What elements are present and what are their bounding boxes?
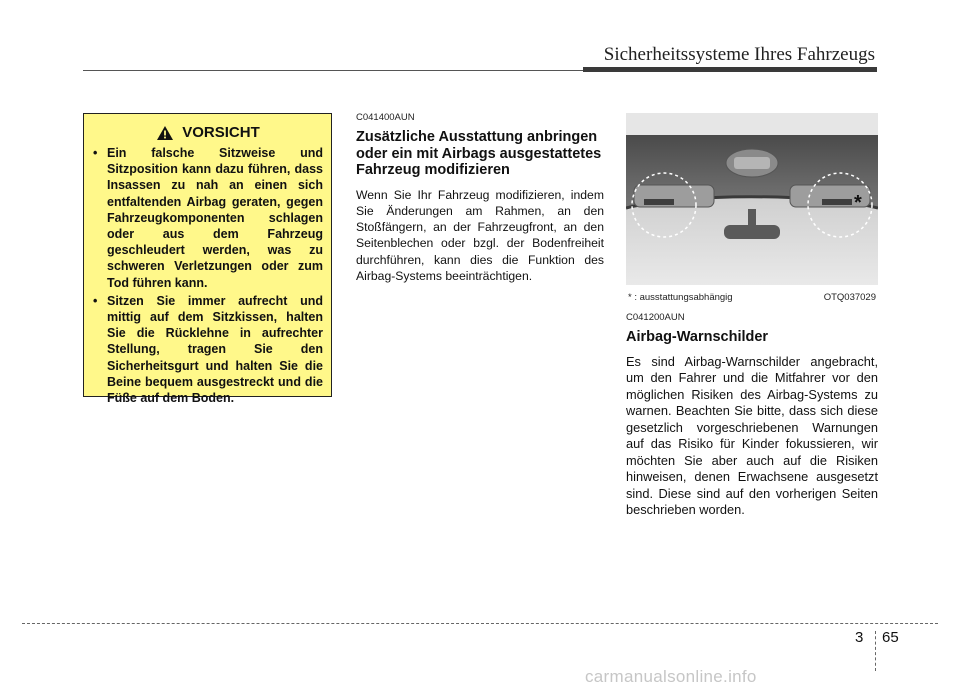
caution-list [93,145,323,406]
section-airbag-warning-labels [626,312,878,519]
warning-triangle-icon [156,125,174,141]
section-code: C041200AUN [626,312,685,323]
caution-item-text: Sitzen Sie immer aufrecht und mittig auf dem Sitzkissen, halten Sie die Rücklehne in aufrechter Stellung, tragen Sie den Sicherheitsgurt und halten Sie die Beine bequem ausgestreckt und die Füße auf dem Boden. [107,293,323,406]
section-code: C041400AUN [356,112,415,123]
header-rule-thick [583,67,877,72]
figure-code: OTQ037029 [823,292,876,303]
caution-heading-text: VORSICHT [182,124,260,141]
figure-caption-note: * : ausstattungsabhängig [628,292,733,303]
caution-heading [93,124,323,141]
figure-asterisk: * [854,192,862,214]
bullet: • [93,146,98,160]
figure-caption [626,292,878,303]
page-number: 65 [882,629,899,646]
footer-divider [875,631,876,671]
figure-airbag-labels [626,113,878,310]
caution-item [93,293,323,406]
header-rule-thin [83,70,583,71]
section-modifications [356,112,604,284]
section-title: Airbag-Warnschilder [626,329,769,345]
chapter-number: 3 [855,629,864,646]
caution-item [93,145,323,291]
section-body: Wenn Sie Ihr Fahrzeug modifizieren, indem Sie Änderungen am Rahmen, an den Stoßfängern, an der Fahrzeugfront, an den Seitenblechen oder bzgl. der Bodenfreiheit durchführen, kann dies die Funktion des Airbag-Systems beeinträchtigen. [356,187,604,283]
section-title: Zusätzliche Ausstattung anbringen oder ein mit Airbags ausgestattetes Fahrzeug modifizieren [356,129,602,178]
page-header-title: Sicherheitssysteme Ihres Fahrzeugs [603,44,875,65]
car-interior-photo [626,113,878,285]
footer-dashed-rule [22,623,938,624]
bullet: • [93,293,98,308]
section-body: Es sind Airbag-Warnschilder angebracht, um den Fahrer und die Mitfahrer vor den möglichen Risiken des Airbag-Systems zu warnen. Beachten Sie bitte, dass sich diese gesetzlich vorgeschriebenen Warnungen auf das Risiko für Kinder fokussieren, wir möchten Sie aber auch auf die Risiken hinweisen, denen Erwachsene ausgesetzt sind. Diese sind auf den vorherigen Seiten beschrieben worden. [626,353,878,517]
caution-item-text: Ein falsche Sitzweise und Sitzposition kann dazu führen, dass Insassen zu nah an einen sich entfaltenden Airbag geraten, gegen Fahrzeugkomponenten schlagen oder aus dem Fahrzeug geschleudert werden, was zu schweren Verletzungen oder zum Tod führen kann. [107,146,323,290]
watermark: carmanualsonline.info [585,667,757,686]
caution-box [83,113,332,406]
